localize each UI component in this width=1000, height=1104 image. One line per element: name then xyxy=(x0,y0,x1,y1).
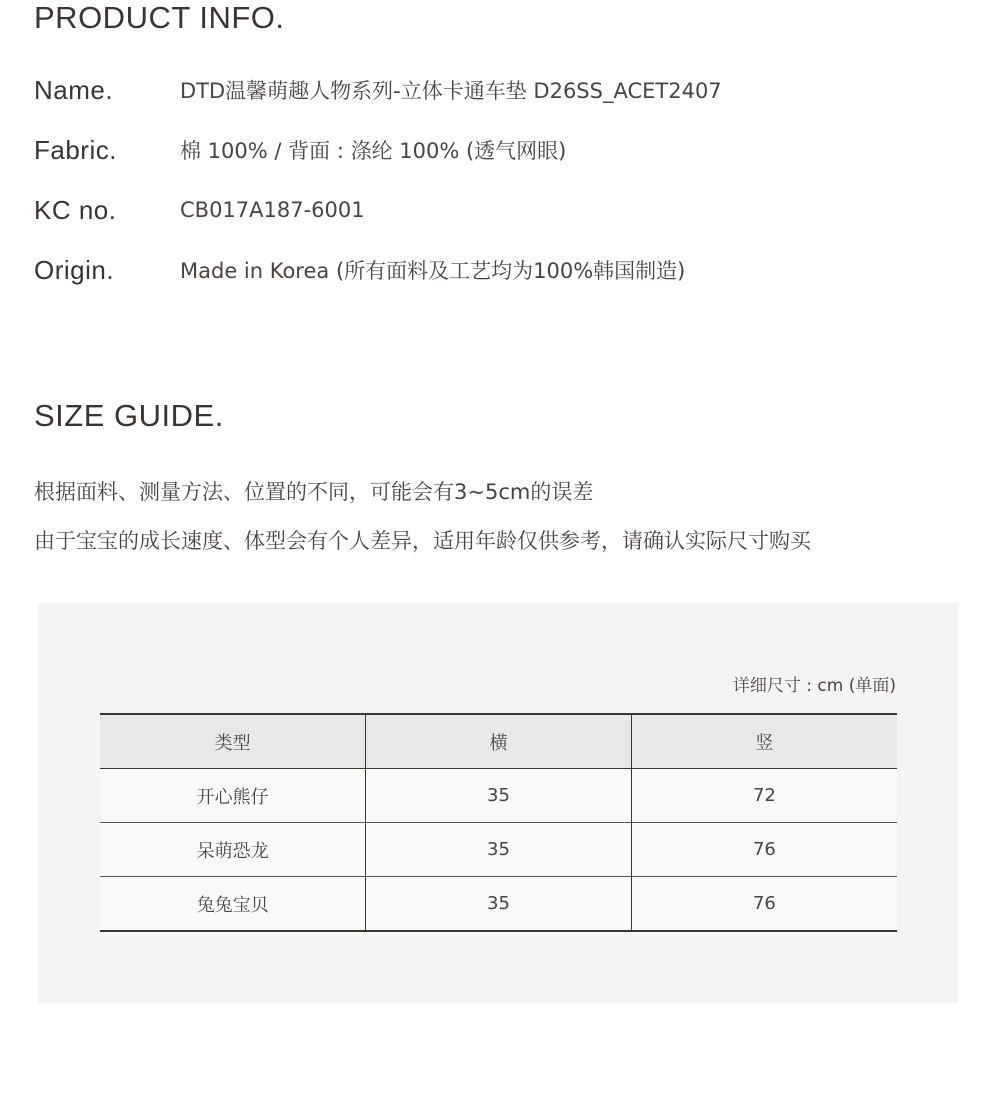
cell-height: 72 xyxy=(631,769,897,823)
info-row-name xyxy=(34,74,722,106)
table-row xyxy=(100,877,897,932)
cell-type: 呆萌恐龙 xyxy=(196,840,269,862)
header-type: 类型 xyxy=(214,732,251,754)
info-value: DTD温馨萌趣人物系列-立体卡通车垫 D26SS_ACET2407 xyxy=(180,79,722,103)
info-value: CB017A187-6001 xyxy=(180,198,365,222)
size-note-2: 由于宝宝的成长速度、体型会有个人差异，适用年龄仅供参考，请确认实际尺寸购买 xyxy=(34,529,811,553)
info-label: KC no. xyxy=(34,194,117,225)
cell-width: 35 xyxy=(366,823,632,877)
info-row-origin xyxy=(34,254,685,286)
info-label: Fabric. xyxy=(34,134,117,165)
size-note-1: 根据面料、测量方法、位置的不同，可能会有3~5cm的误差 xyxy=(34,480,594,504)
size-guide-title: SIZE GUIDE. xyxy=(34,398,224,433)
info-value: Made in Korea (所有面料及工艺均为100%韩国制造) xyxy=(180,259,686,283)
unit-note: 详细尺寸 : cm (单面) xyxy=(732,676,896,696)
table-row xyxy=(100,823,897,877)
cell-type: 兔兔宝贝 xyxy=(196,894,269,916)
header-width: 横 xyxy=(366,714,632,769)
info-row-fabric xyxy=(34,134,566,166)
cell-height: 76 xyxy=(631,877,897,932)
size-table-panel xyxy=(38,603,958,1003)
info-label: Origin. xyxy=(34,254,115,285)
cell-height: 76 xyxy=(631,823,897,877)
cell-type: 开心熊仔 xyxy=(196,786,269,808)
table-header-row xyxy=(100,714,897,769)
header-height: 竖 xyxy=(631,714,897,769)
cell-width: 35 xyxy=(366,769,632,823)
info-value: 棉 100% / 背面 : 涤纶 100% (透气网眼) xyxy=(180,139,567,163)
size-table xyxy=(100,713,897,932)
table-row xyxy=(100,769,897,823)
info-label: Name. xyxy=(34,74,114,105)
product-info-title: PRODUCT INFO. xyxy=(34,0,285,35)
info-row-kc-no xyxy=(34,194,365,226)
cell-width: 35 xyxy=(366,877,632,932)
